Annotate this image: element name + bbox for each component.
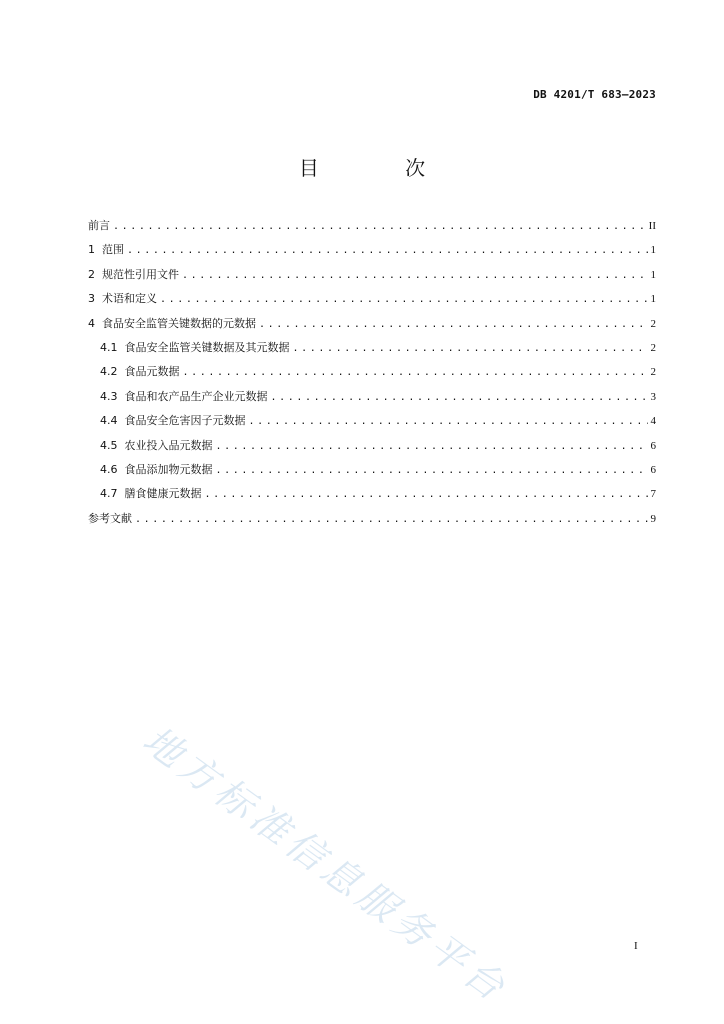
toc-entry-page: II [648,220,656,232]
toc-leader-dots [259,317,648,333]
toc-leader-dots [216,463,648,479]
toc-entry-page: 1 [650,244,656,257]
toc-entry[interactable] [88,218,656,242]
toc-entry-title: 食品安全危害因子元数据 [124,414,246,428]
toc-entry-page: 2 [650,366,656,379]
toc-entry-title: 术语和定义 [102,292,157,306]
toc-entry[interactable] [88,511,656,535]
toc-entry-title: 农业投入品元数据 [124,438,213,452]
toc-entry-number: 4 [88,316,95,330]
toc-entry-title: 食品安全监管关键数据及其元数据 [124,340,290,354]
table-of-contents [88,218,656,535]
toc-entry-page: 3 [650,390,656,403]
toc-entry-number: 4.6 [100,462,118,476]
toc-entry[interactable] [88,413,656,437]
toc-entry-page: 1 [650,293,656,306]
toc-leader-dots [113,219,646,235]
toc-entry-number: 4.1 [100,340,118,354]
toc-entry-title: 范围 [102,243,124,257]
toc-entry[interactable] [88,389,656,413]
toc-entry[interactable] [88,486,656,510]
toc-entry-number: 4.2 [100,365,118,379]
toc-leader-dots [205,487,648,503]
toc-leader-dots [183,365,648,381]
toc-leader-dots [293,341,648,357]
toc-entry-page: 2 [650,317,656,330]
toc-entry-number: 2 [88,267,95,281]
toc-entry-number: 1 [88,243,95,257]
toc-entry[interactable] [88,316,656,340]
toc-entry[interactable] [88,364,656,388]
toc-entry-title: 前言 [88,219,110,232]
toc-entry[interactable] [88,340,656,364]
toc-entry[interactable] [88,242,656,266]
toc-entry-page: 1 [650,268,656,281]
toc-entry-title: 食品添加物元数据 [124,462,213,476]
toc-leader-dots [271,390,648,406]
toc-entry-number: 4.3 [100,389,118,403]
toc-entry[interactable] [88,291,656,315]
toc-entry-page: 6 [650,439,656,452]
toc-entry[interactable] [88,267,656,291]
document-code: DB 4201/T 683—2023 [533,88,656,101]
toc-entry-page: 6 [650,463,656,476]
toc-leader-dots [182,268,648,284]
toc-entry-title: 参考文献 [88,511,132,525]
page-number: I [634,940,638,952]
watermark: 地方标准信息服务平台 [135,717,517,1012]
toc-leader-dots [249,414,648,430]
toc-entry-title: 食品和农产品生产企业元数据 [124,389,268,403]
toc-entry-number: 4.7 [100,487,118,501]
toc-leader-dots [160,292,648,308]
toc-leader-dots [127,243,648,259]
toc-entry-title: 食品元数据 [124,365,180,379]
toc-entry[interactable] [88,438,656,462]
toc-entry-title: 膳食健康元数据 [124,487,202,501]
toc-entry-title: 食品安全监管关键数据的元数据 [102,316,256,330]
toc-leader-dots [216,439,648,455]
toc-entry-page: 9 [650,512,656,525]
toc-entry-page: 4 [650,415,656,428]
toc-entry-number: 4.4 [100,414,118,428]
toc-entry-number: 3 [88,292,95,306]
toc-entry-number: 4.5 [100,438,118,452]
toc-leader-dots [135,512,648,528]
toc-entry-page: 2 [650,341,656,354]
page-title: 目 次 [298,156,466,180]
toc-entry-title: 规范性引用文件 [102,267,179,281]
toc-entry[interactable] [88,462,656,486]
toc-entry-page: 7 [650,488,656,501]
